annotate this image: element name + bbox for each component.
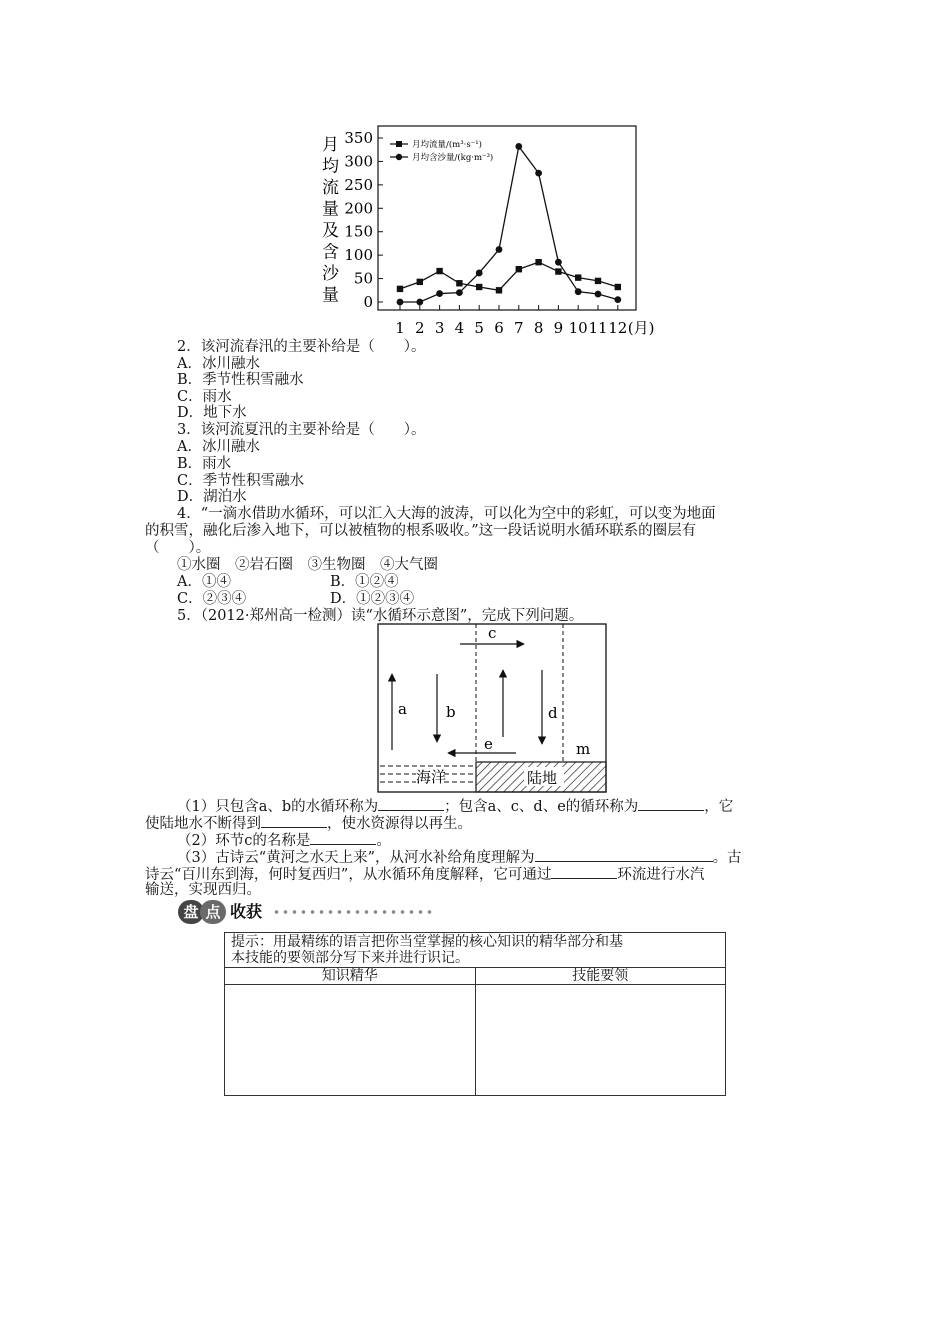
sediment-point [555, 259, 562, 266]
label-ocean: 海洋 [416, 768, 447, 786]
answer-blank-4[interactable] [310, 831, 376, 845]
sediment-point [575, 288, 582, 295]
q4-option-b: B．①②④ [330, 574, 399, 590]
y-tick-label: 200 [344, 199, 373, 218]
series-group [397, 143, 622, 305]
q2-option-c: C．雨水 [177, 389, 232, 405]
sediment-point [515, 143, 522, 150]
label-land: 陆地 [527, 769, 558, 787]
summary-skills-cell[interactable] [475, 985, 726, 1096]
x-tick-label: 4 [454, 319, 465, 337]
flow-point [615, 284, 621, 290]
q4-stem-line3: （ ）。 [145, 540, 211, 556]
series-line-0 [400, 262, 618, 290]
x-tick-label: 2 [415, 319, 425, 337]
flow-point [516, 266, 522, 272]
flow-point [397, 286, 403, 292]
summary-dotted-rule [272, 909, 432, 915]
label-e: e [484, 735, 493, 753]
answer-blank-5[interactable] [535, 848, 713, 862]
water-cycle-diagram [376, 622, 608, 794]
q5-part3-line3: 输送，实现西归。 [145, 882, 261, 898]
flow-point [417, 279, 423, 285]
flow-sediment-chart [310, 120, 680, 342]
y-label-char: 量 [322, 199, 339, 220]
summary-header [178, 898, 448, 928]
q2-option-a: A．冰川融水 [177, 356, 260, 372]
flow-point [595, 278, 601, 284]
q5-stem: 5．（2012·郑州高一检测）读“水循环示意图”，完成下列问题。 [177, 608, 584, 624]
q4-option-d: D．①②③④ [330, 591, 415, 607]
flow-point [555, 268, 561, 274]
q4-stem-line1: 4．“一滴水借助水循环，可以汇入大海的波涛，可以化为空中的彩虹，可以变为地面 [177, 506, 716, 522]
y-label-char: 月 [322, 135, 339, 155]
y-ticks [344, 129, 383, 311]
y-tick-label: 50 [353, 269, 373, 288]
y-axis-label [322, 135, 340, 306]
legend [390, 139, 493, 163]
q5-p1-text-d: 使陆地水不断得到 [145, 816, 261, 832]
sediment-point [456, 289, 463, 296]
answer-blank-2[interactable] [638, 797, 704, 811]
x-tick-label: 10 [568, 319, 588, 337]
summary-col-skills: 技能要领 [475, 968, 726, 985]
answer-blank-6[interactable] [551, 865, 617, 879]
x-tick-label: 3 [434, 319, 445, 337]
q5-p1-text-e: ，使水资源得以再生。 [327, 816, 472, 832]
sediment-point [535, 170, 542, 177]
flow-point [476, 284, 482, 290]
y-label-char: 流 [322, 178, 339, 198]
label-c: c [488, 624, 497, 642]
summary-prompt-line1: 提示：用最精练的语言把你当堂掌握的核心知识的精华部分和基 [231, 934, 623, 950]
label-m: m [576, 740, 591, 758]
q5-p3-text-b: 。古 [712, 850, 742, 866]
y-label-char: 及 [322, 221, 339, 241]
y-tick-label: 250 [344, 175, 373, 194]
sediment-point [416, 299, 423, 306]
sediment-point [595, 291, 602, 298]
sediment-point [397, 299, 404, 306]
sediment-point [436, 290, 443, 297]
y-label-char: 含 [322, 242, 339, 263]
flow-point [535, 259, 541, 265]
summary-badge-1: 盘 [178, 900, 204, 924]
q2-option-b: B．季节性积雪融水 [177, 372, 304, 388]
q3-option-d: D．湖泊水 [177, 489, 247, 505]
summary-col-knowledge: 知识精华 [225, 968, 476, 985]
q4-items: ①水圈 ②岩石圈 ③生物圈 ④大气圈 [177, 557, 438, 573]
flow-point [456, 280, 462, 286]
x-tick-label: 1 [395, 319, 405, 337]
flow-point [436, 268, 442, 274]
y-tick-label: 300 [344, 152, 373, 171]
legend-sediment: 月均含沙量/(kg·m⁻³) [412, 153, 494, 163]
label-b: b [446, 703, 456, 721]
summary-badge-2: 点 [200, 900, 226, 924]
y-tick-label: 150 [344, 222, 373, 241]
summary-knowledge-cell[interactable] [225, 985, 476, 1096]
summary-table [224, 932, 726, 1096]
label-d: d [548, 704, 558, 722]
x-tick-label: 5 [474, 319, 484, 337]
q5-p3-text-c: 诗云“百川东到海，何时复西归”，从水循环角度解释，它可通过 [145, 867, 552, 883]
q2-option-d: D．地下水 [177, 405, 247, 421]
x-tick-label: 9 [553, 319, 564, 337]
sediment-point [496, 246, 503, 253]
q5-p2-text-a: （2）环节c的名称是 [177, 833, 311, 849]
q4-stem-line2: 的积雪，融化后渗入地下，可以被植物的根系吸收。”这一段话说明水循环联系的圈层有 [145, 523, 697, 539]
legend-flow: 月均流量/(m³·s⁻¹) [412, 140, 482, 150]
sediment-point [614, 296, 621, 303]
q4-option-a: A．①④ [177, 574, 231, 590]
y-tick-label: 0 [363, 293, 373, 311]
x-tick-label: 8 [533, 319, 544, 337]
q3-option-c: C．季节性积雪融水 [177, 473, 305, 489]
legend-square-marker [396, 141, 402, 147]
q5-p1-text-b: ；包含a、c、d、e的循环称为 [444, 799, 639, 815]
q5-p3-text-d: 环流进行水汽 [617, 867, 705, 883]
summary-prompt [225, 933, 726, 968]
label-a: a [398, 700, 407, 718]
y-label-char: 均 [322, 156, 339, 177]
x-tick-label: 11 [588, 319, 608, 337]
answer-blank-1[interactable] [378, 797, 444, 811]
x-tick-label: 7 [514, 319, 524, 337]
q5-p2-text-b: 。 [376, 833, 391, 849]
q3-stem: 3．该河流夏汛的主要补给是（ ）。 [177, 422, 426, 438]
q3-option-b: B．雨水 [177, 456, 232, 472]
y-label-char: 沙 [322, 264, 339, 284]
q4-option-c: C．②③④ [177, 591, 247, 607]
answer-blank-3[interactable] [261, 814, 327, 828]
y-label-char: 量 [322, 285, 339, 306]
q5-p1-text-a: （1）只包含a、b的水循环称为 [177, 799, 379, 815]
flow-point [496, 287, 502, 293]
x-tick-label: 6 [494, 319, 504, 337]
sediment-point [476, 270, 483, 277]
q3-option-a: A．冰川融水 [177, 439, 260, 455]
y-tick-label: 100 [344, 246, 373, 265]
q5-p1-text-c: ，它 [704, 799, 734, 815]
y-tick-label: 350 [344, 129, 373, 147]
flow-point [575, 274, 581, 280]
summary-title: 收获 [230, 902, 263, 921]
summary-prompt-line2: 本技能的要领部分写下来并进行识记。 [231, 950, 469, 966]
legend-circle-marker [396, 154, 402, 160]
x-tick-label: 12 [608, 319, 628, 337]
q2-stem: 2．该河流春汛的主要补给是（ ）。 [177, 339, 426, 355]
x-unit-label: (月) [627, 319, 655, 337]
q5-p3-text-a: （3）古诗云“黄河之水天上来”，从河水补给角度理解为 [177, 850, 535, 866]
